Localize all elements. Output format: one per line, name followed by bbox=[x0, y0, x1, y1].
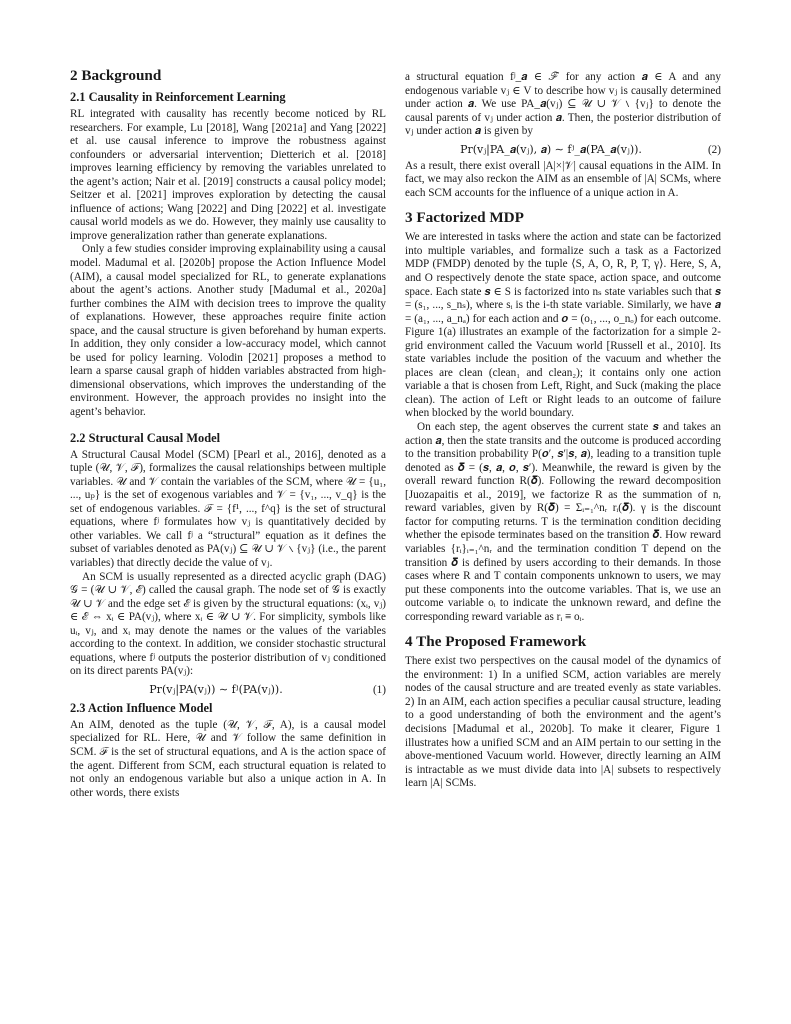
paragraph-4: There exist two perspectives on the causal model of the dynamics of the environment: 1) In a unified SCM, action variables are merely nodes of the causal structure and are treated evenly as state variables. 2) In an AIM, each action specifies a peculiar causal structure, leading to a good understanding of both the environment and the agent’s decisions [Madumal et al., 2020b]. To make it clearer, Figure 1 illustrates how a unified SCM and an AIM pertain to our setting in the above-mentioned Vacuum world. However, directly learning an AIM is intractable as we must divide data into |A| subsets to respectively learn |A| SCMs. bbox=[405, 655, 721, 790]
left-column bbox=[70, 66, 386, 800]
right-column bbox=[405, 71, 721, 791]
section-2-3-heading: 2.3 Action Influence Model bbox=[70, 700, 213, 715]
equation-1-body: Pr(vⱼ|PA(vⱼ)) ∼ fʲ(PA(vⱼ)). bbox=[149, 682, 283, 696]
paragraph-2-1-b: Only a few studies consider improving explainability using a causal model. Madumal et al. [2020b] propose the Action Influence Model (AIM), a causal model specialized for RL, to generate explanations about the agent’s actions. Another study [Madumal et al., 2020a] further combines the AIM with decision trees to improve the quality of explanations. However, these approaches require finite action space, and the causal structure is given beforehand by human experts. In addition, they only consider a low-accuracy model, which cannot be used for policy learning. Volodin [2021] proposes a method to learn a sparse causal graph of hidden variables abstracted from high-dimensional observations, which improves the understanding of the environment. However, the approach provides no insight into the agent’s behavior. bbox=[70, 243, 386, 419]
equation-1 bbox=[70, 683, 386, 697]
section-3-heading: 3 Factorized MDP bbox=[405, 209, 524, 227]
section-2-1-heading: 2.1 Causality in Reinforcement Learning bbox=[70, 90, 286, 104]
paragraph-after-eq2: As a result, there exist overall |A|×|𝒱| causal equations in the AIM. In fact, we may also reckon the AIM as an ensemble of |A| SCMs, where each SCM accounts for the influence of a unique action in A. bbox=[405, 159, 721, 199]
section-2-heading: 2 Background bbox=[70, 67, 162, 84]
section-2-2-heading: 2.2 Structural Causal Model bbox=[70, 430, 221, 445]
paragraph-3-b: On each step, the agent observes the current state 𝒔 and takes an action 𝒂, then the state transits and the outcome is produced according to the transition probability P(𝒐′, 𝒔′|𝒔, 𝒂), leading to a transition tuple denoted as 𝜹 = (𝒔, 𝒂, 𝒐, 𝒔′). Meanwhile, the reward is given by the overall reward function R(𝜹). Following the reward decomposition [Juozapaitis et al., 2019], we factorize R as the summation of nᵣ reward variables, given by R(𝜹) = Σᵢ₌₁^nᵣ rᵢ(𝜹). γ is the discount factor for computing returns. T is the termination condition deciding whether the episode terminates based on the transition 𝜹. How reward variables {rᵢ}ᵢ₌₁^nᵣ and the termination condition T depend on the transition 𝜹 is defined by users according to their demands. In those cases where R and T contain components unknown to users, we may put these components into the outcome variables. That is, we use an outcome variable oᵢ to indicate the unknown reward, and define the corresponding reward variable as rᵢ ≡ oᵢ. bbox=[405, 421, 721, 623]
paragraph-2-1-a: RL integrated with causality has recently become noticed by RL researchers. For example, Lu [2018], Wang [2021a] and Yang [2022] et al. use causal inference to improve the robustness against confounders or adversarial intervention; Dietterich et al. [2018] improves learning efficiency by removing the variables unrelated to the agent’s action; Nair et al. [2019] constructs a causal policy model; Seitzer et al. [2021] improves exploration by detecting the causal influence of actions; Wang [2022] and Ding [2022] et al. investigate causal world models as we do. However, they mainly use causality to improve generalization rather than generate explanations. bbox=[70, 108, 386, 242]
section-4-heading: 4 The Proposed Framework bbox=[405, 633, 587, 651]
equation-2-body: Pr(vⱼ|PA_𝒂(vⱼ), 𝒂) ∼ fʲ_𝒂(PA_𝒂(vⱼ)). bbox=[460, 142, 642, 156]
equation-1-number: (1) bbox=[372, 683, 386, 696]
equation-2 bbox=[405, 143, 721, 157]
paragraph-2-3: An AIM, denoted as the tuple (𝒰, 𝒱, ℱ, A), is a causal model specialized for RL. Here, 𝒰 and 𝒱 follow the same definition in SCM. ℱ is the set of structural equations, and A is the action space of the agent. Different from SCM, each structural equation is related to not only an endogenous variable but also a unique action in A. In other words, there exists bbox=[70, 718, 386, 799]
paragraph-aim-continued: a structural equation fʲ_𝒂 ∈ ℱ for any action 𝒂 ∈ A and any endogenous variable vⱼ ∈ V to describe how vⱼ is causally determined under action 𝒂. We use PA_𝒂(vⱼ) ⊆ 𝒰 ∪ 𝒱 ∖ {vⱼ} to denote the causal parents of vⱼ under action 𝒂. Then, the posterior distribution of vⱼ under action 𝒂 is given by bbox=[405, 71, 721, 138]
equation-2-number: (2) bbox=[707, 143, 721, 156]
paragraph-3-a: We are interested in tasks where the action and state can be factorized into multiple variables, and formalize such a task as a Factorized MDP (FMDP) denoted by the tuple ⟨S, A, O, R, P, T, γ⟩. Here, S, A, and O respectively denote the state space, action space, and outcome space. Each state 𝒔 ∈ S is factorized into nₛ state variables such that 𝒔 = (s₁, ..., s_nₛ), where sᵢ is the i-th state variable. Similarly, we have 𝒂 = (a₁, ..., a_nₐ) for each action and 𝒐 = (o₁, ..., o_nₒ) for each outcome. Figure 1(a) illustrates an example of the factorization for a simple 2-grid environment called the Vacuum world [Russell et al., 2010]. Its state variables include the position of the vacuum and whether the places are clean (clean₁ and clean₂); it contains only one action variable a that is chosen from Left, Right, and Suck (making the place clean). The action of Left or Right leads to an outcome of failure when blocked by the world boundary. bbox=[405, 231, 721, 420]
paragraph-2-2-a: A Structural Causal Model (SCM) [Pearl et al., 2016], denoted as a tuple (𝒰, 𝒱, ℱ), formalizes the causal relationships between multiple variables. 𝒰 and 𝒱 contain the variables of the SCM, where 𝒰 = {u₁, ..., uₚ} is the set of exogenous variables and 𝒱 = {v₁, ..., v_q} is the set of endogenous variables. ℱ = {f¹, ..., f^q} is the set of structural equations, where fʲ formulates how vⱼ is quantitatively decided by other variables. We call fʲ a “structural” equation as it defines the subset of variables denoted as PA(vⱼ) ⊆ 𝒰 ∪ 𝒱 ∖ {vⱼ} (i.e., the parent variables) that directly decide the value of vⱼ. bbox=[70, 448, 386, 569]
paragraph-2-2-b: An SCM is usually represented as a directed acyclic graph (DAG) 𝒢 = (𝒰 ∪ 𝒱, ℰ) called the causal graph. The node set of 𝒢 is exactly 𝒰 ∪ 𝒱 and the edge set ℰ is given by the structural equations: (xᵢ, vⱼ) ∈ ℰ ⇔ xᵢ ∈ PA(vⱼ), where xᵢ ∈ 𝒰 ∪ 𝒱. For simplicity, symbols like uᵢ, vⱼ, and xᵢ may denote the names or the values of the variables according to the context. In addition, we consider stochastic structural equations, where fʲ outputs the posterior distribution of vⱼ conditioned on its direct parents PA(vⱼ): bbox=[70, 570, 386, 678]
